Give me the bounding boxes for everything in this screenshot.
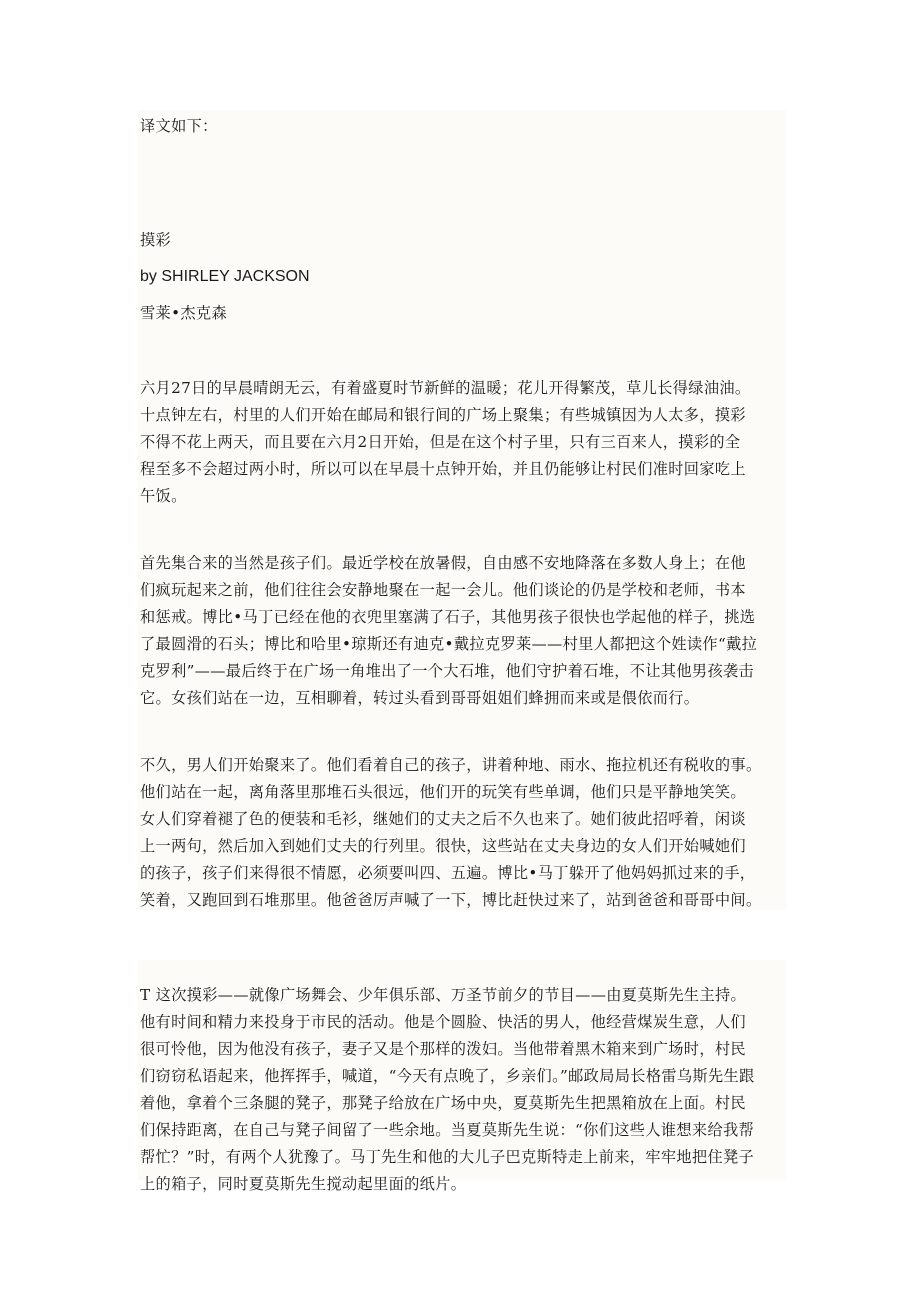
intro-line: 译文如下： [140, 117, 218, 135]
paragraph-line: 克罗利”——最后终于在广场一角堆出了一个大石堆，他们守护着石堆，不让其他男孩袭击 [140, 662, 755, 680]
author-chinese-name: 雪莱•杰克森 [140, 304, 227, 322]
paragraph-line: 很可怜他，因为他没有孩子，妻子又是个那样的泼妇。当他带着黑木箱来到广场时，村民 [140, 1040, 746, 1058]
paragraph-line: 上一两句，然后加入到她们丈夫的行列里。很快，这些站在丈夫身边的女人们开始喊她们 [140, 837, 746, 855]
paragraph-line: 他们站在一起，离角落里那堆石头很远，他们开的玩笑有些单调，他们只是平静地笑笑。 [140, 783, 746, 801]
paragraph-line: 程至多不会超过两小时，所以可以在早晨十点钟开始，并且仍能够让村民们准时回家吃上 [140, 460, 746, 478]
paragraph-line: 不久，男人们开始聚来了。他们看着自己的孩子，讲着种地、雨水、拖拉机还有税收的事。 [140, 756, 762, 774]
paragraph-line: 上的箱子，同时夏莫斯先生搅动起里面的纸片。 [140, 1175, 467, 1193]
paragraph-line: 女人们穿着褪了色的便装和毛衫，继她们的丈夫之后不久也来了。她们彼此招呼着，闲谈 [140, 810, 746, 828]
paragraph-line: 帮忙？”时，有两个人犹豫了。马丁先生和他的大儿子巴克斯特走上前来，牢牢地把住凳子 [140, 1148, 755, 1166]
paragraph-line: 六月27日的早晨晴朗无云，有着盛夏时节新鲜的温暖；花儿开得繁茂，草儿长得绿油油。 [140, 379, 751, 397]
paragraph-line: 首先集合来的当然是孩子们。最近学校在放暑假，自由感不安地降落在多数人身上；在他 [140, 554, 746, 572]
paragraph-line: 了最圆滑的石头；博比和哈里•琼斯还有迪克•戴拉克罗莱——村里人都把这个姓读作“戴拉 [140, 635, 758, 653]
story-byline: by SHIRLEY JACKSON [140, 268, 310, 285]
paragraph-line: 它。女孩们站在一边，互相聊着，转过头看到哥哥姐姐们蜂拥而来或是偎依而行。 [140, 689, 700, 707]
paragraph-line: T 这次摸彩——就像广场舞会、少年俱乐部、万圣节前夕的节目——由夏莫斯先生主持。 [140, 986, 747, 1004]
paragraph-line: 不得不花上两天，而且要在六月2日开始，但是在这个村子里，只有三百来人，摸彩的全 [140, 433, 741, 451]
paragraph-line: 笑着，又跑回到石堆那里。他爸爸厉声喊了一下，博比赶快过来了，站到爸爸和哥哥中间。 [140, 891, 762, 909]
paragraph-line: 们保持距离，在自己与凳子间留了一些余地。当夏莫斯先生说：“你们这些人谁想来给我帮 [140, 1121, 755, 1139]
paragraph-line: 们疯玩起来之前，他们往往会安静地聚在一起一会儿。他们谈论的仍是学校和老师，书本 [140, 581, 746, 599]
background-band [138, 110, 786, 350]
paragraph-line: 午饭。 [140, 487, 187, 505]
paragraph-line: 们窃窃私语起来，他挥挥手，喊道，“今天有点晚了，乡亲们。”邮政局局长格雷乌斯先生跟 [140, 1067, 755, 1085]
paragraph-line: 十点钟左右，村里的人们开始在邮局和银行间的广场上聚集；有些城镇因为人太多，摸彩 [140, 406, 746, 424]
paragraph-line: 他有时间和精力来投身于市民的活动。他是个圆脸、快活的男人，他经营煤炭生意，人们 [140, 1013, 746, 1031]
paragraph-line: 着他，拿着个三条腿的凳子，那凳子给放在广场中央，夏莫斯先生把黑箱放在上面。村民 [140, 1094, 746, 1112]
story-title: 摸彩 [140, 231, 172, 249]
paragraph-line: 的孩子，孩子们来得很不情愿，必须要叫四、五遍。博比•马丁躲开了他妈妈抓过来的手， [140, 864, 756, 882]
paragraph-line: 和惩戒。博比•马丁已经在他的衣兜里塞满了石子，其他男孩子很快也学起他的样子，挑选 [140, 608, 756, 626]
